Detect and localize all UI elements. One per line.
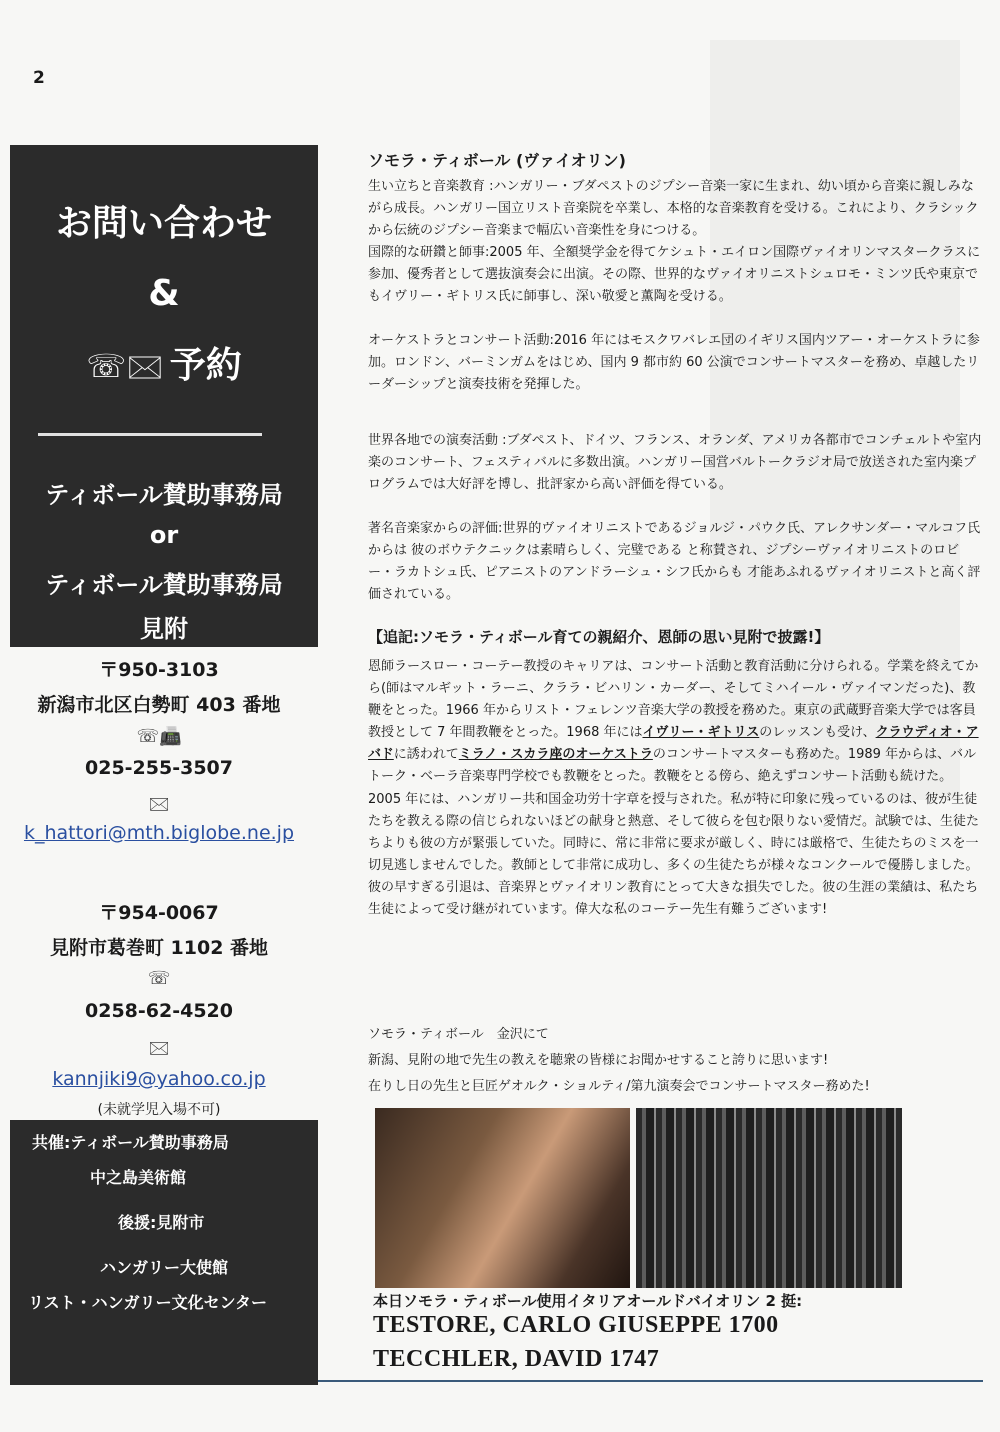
admission-note: (未就学児入場不可) bbox=[97, 1102, 221, 1118]
highlight-scala: ミラノ・スカラ座のオーケストラ bbox=[458, 747, 653, 763]
phone-icon: ☏ bbox=[147, 968, 171, 989]
article-title: ソモラ・ティボール (ヴァイオリン) bbox=[368, 151, 626, 170]
reserve-heading bbox=[10, 337, 318, 398]
co-host-2: 中之島美術館 bbox=[90, 1168, 187, 1187]
paragraph-study: 国際的な研鑽と師事:2005 年、全額奨学金を得てケシュト・エイロン国際ヴァイオリンマスタークラスに参加、優秀者として選抜演奏会に出演。その際、世界的なヴァイオリニストシュロモ・ミンツ氏や東京でもイヴリー・ギトリス氏に師事し、深い敬愛と薫陶を受ける。 bbox=[368, 245, 981, 305]
email-link-1[interactable]: k_hattori@mth.biglobe.ne.jp bbox=[23, 822, 295, 844]
contact-box bbox=[10, 145, 318, 647]
teacher-text: のコンサートマスターも務めた。1989 年からは、バルトーク・ベーラ音楽専門学校でも教鞭をとった。教鞭をとる傍ら、絶えずコンサート活動も続けた。2005 年には、ハンガリー共和国金功労十字章を授与された。私が特に印象に残っているのは、彼が生徒たちを教える際の信じられないほどの献身と熱意、そして彼らを包む限りない愛情だ。試験では、生徒たちよりも彼の方が緊張していた。同時に、常に非常に要求が厳しく、時には厳格で、生徒たちのミスを一切見逃しませんでした。教師として非常に成功し、多くの生徒たちが様々なコンクールで優勝しました。彼の早すぎる引退は、音楽界とヴァイオリン教育にとって大きな損失でした。彼の生涯の業績は、私たち生徒によって受け継がれています。偉大な私のコーテー先生有難うございます! bbox=[368, 747, 980, 918]
mail-icon: 🖂 bbox=[148, 1038, 170, 1059]
phone-mail-icon: ☏🖂 bbox=[86, 347, 164, 385]
paragraph-orchestra: オーケストラとコンサート活動:2016 年にはモスクワバレエ団のイギリス国内ツアー・オーケストラに参加。ロンドン、バーミンガムをはじめ、国内 9 都市約 60 公演でコンサートマスターを務め、卓越したリーダーシップと演奏技術を発揮した。 bbox=[368, 333, 980, 393]
closing-line-1: 新潟、見附の地で先生の教えを聴衆の皆様にお聞かせすること誇りに思います! bbox=[368, 1053, 829, 1068]
teacher-text: のレッスンも受け、 bbox=[759, 725, 876, 741]
mail-icon: 🖂 bbox=[148, 794, 170, 815]
postal-code-1: 〒950-3103 bbox=[99, 659, 219, 681]
violin-tecchler: TECCHLER, DAVID 1747 bbox=[373, 1346, 660, 1372]
postal-code-2: 〒954-0067 bbox=[99, 902, 219, 924]
support: 後援:見附市 bbox=[118, 1213, 205, 1232]
teacher-text: に誘われて bbox=[393, 747, 459, 763]
phone-fax-icon: ☏📠 bbox=[136, 726, 182, 747]
page-number: 2 bbox=[33, 68, 45, 88]
phone-1: 025-255-3507 bbox=[85, 757, 233, 779]
orchestra-photo bbox=[636, 1108, 902, 1288]
office-name-2: ティボール賛助事務局 bbox=[45, 571, 283, 599]
violin-testore: TESTORE, CARLO GIUSEPPE 1700 bbox=[373, 1312, 779, 1338]
signature-line: ソモラ・ティボール 金沢にて bbox=[368, 1027, 549, 1042]
bottom-rule bbox=[318, 1380, 983, 1382]
phone-2: 0258-62-4520 bbox=[85, 1000, 233, 1022]
co-host: 共催:ティボール賛助事務局 bbox=[32, 1133, 229, 1152]
support-3: リスト・ハンガリー文化センター bbox=[28, 1293, 268, 1312]
email-link-2[interactable]: kannjiki9@yahoo.co.jp bbox=[52, 1068, 266, 1090]
address-2: 見附市葛巻町 1102 番地 bbox=[49, 937, 269, 959]
violin-caption: 本日ソモラ・ティボール使用イタリアオールドバイオリン 2 挺: bbox=[373, 1292, 803, 1310]
reserve-label: 予約 bbox=[169, 345, 242, 386]
highlight-abbado: クラウディオ・アバド bbox=[368, 725, 979, 763]
closing-line-2: 在りし日の先生と巨匠ゲオルク・ショルティ/第九演奏会でコンサートマスター務めた! bbox=[368, 1079, 870, 1094]
address-1: 新潟市北区白勢町 403 番地 bbox=[37, 694, 281, 716]
office-name-1: ティボール賛助事務局 bbox=[45, 481, 283, 509]
paragraph-reputation: 著名音楽家からの評価:世界的ヴァイオリニストであるジョルジ・パウク氏、アレクサンダー・マルコフ氏からは 彼のボウテクニックは素晴らしく、完璧である と称賛され、ジプシーヴァイオリニストのロビー・ラカトシュ氏、ピアニストのアンドラーシュ・シフ氏からも 才能あふれるヴァイオリニストと高く評価されている。 bbox=[368, 521, 981, 603]
divider bbox=[38, 433, 262, 436]
paragraph-upbringing: 生い立ちと音楽教育 :ハンガリー・ブダペストのジプシー音楽一家に生まれ、幼い頃から音楽に親しみながら成長。ハンガリー国立リスト音楽院を卒業し、本格的な音楽教育を受ける。これにより、クラシックから伝統のジプシー音楽まで幅広い音楽性を身につける。 bbox=[368, 179, 979, 239]
or-text: or bbox=[149, 521, 179, 549]
contact-ampersand: & bbox=[148, 273, 180, 314]
support-2: ハンガリー大使館 bbox=[100, 1258, 229, 1277]
paragraph-teacher bbox=[368, 656, 983, 921]
violinist-photo bbox=[375, 1108, 630, 1288]
addendum-title: 【追記:ソモラ・ティボール育ての親紹介、恩師の思い見附で披露!】 bbox=[368, 628, 830, 646]
teacher-text: 恩師ラースロー・コーテー教授のキャリアは、コンサート活動と教育活動に分けられる。学業を終えてから(師はマルギット・ラーニ、クララ・ビハリン・カーダー、そしてミハイール・ヴァイマンだった)、教鞭をとった。1966 年からリスト・フェレンツ音楽大学の教授を務めた。東京の武蔵野音楽大学では客員教授として 7 年間教鞭をとった。1968 年には bbox=[368, 659, 979, 741]
highlight-gitlis: イヴリー・ギトリス bbox=[642, 725, 760, 741]
paragraph-worldwide: 世界各地での演奏活動 :ブダペスト、ドイツ、フランス、オランダ、アメリカ各都市でコンチェルトや室内楽のコンサート、フェスティバルに多数出演。ハンガリー国営バルトークラジオ局で放送された室内楽プログラムでは大好評を博し、批評家から高い評価を得ている。 bbox=[368, 433, 982, 493]
office-place: 見附 bbox=[140, 615, 188, 643]
contact-title: お問い合わせ bbox=[55, 203, 272, 244]
sponsor-box bbox=[10, 1120, 318, 1385]
